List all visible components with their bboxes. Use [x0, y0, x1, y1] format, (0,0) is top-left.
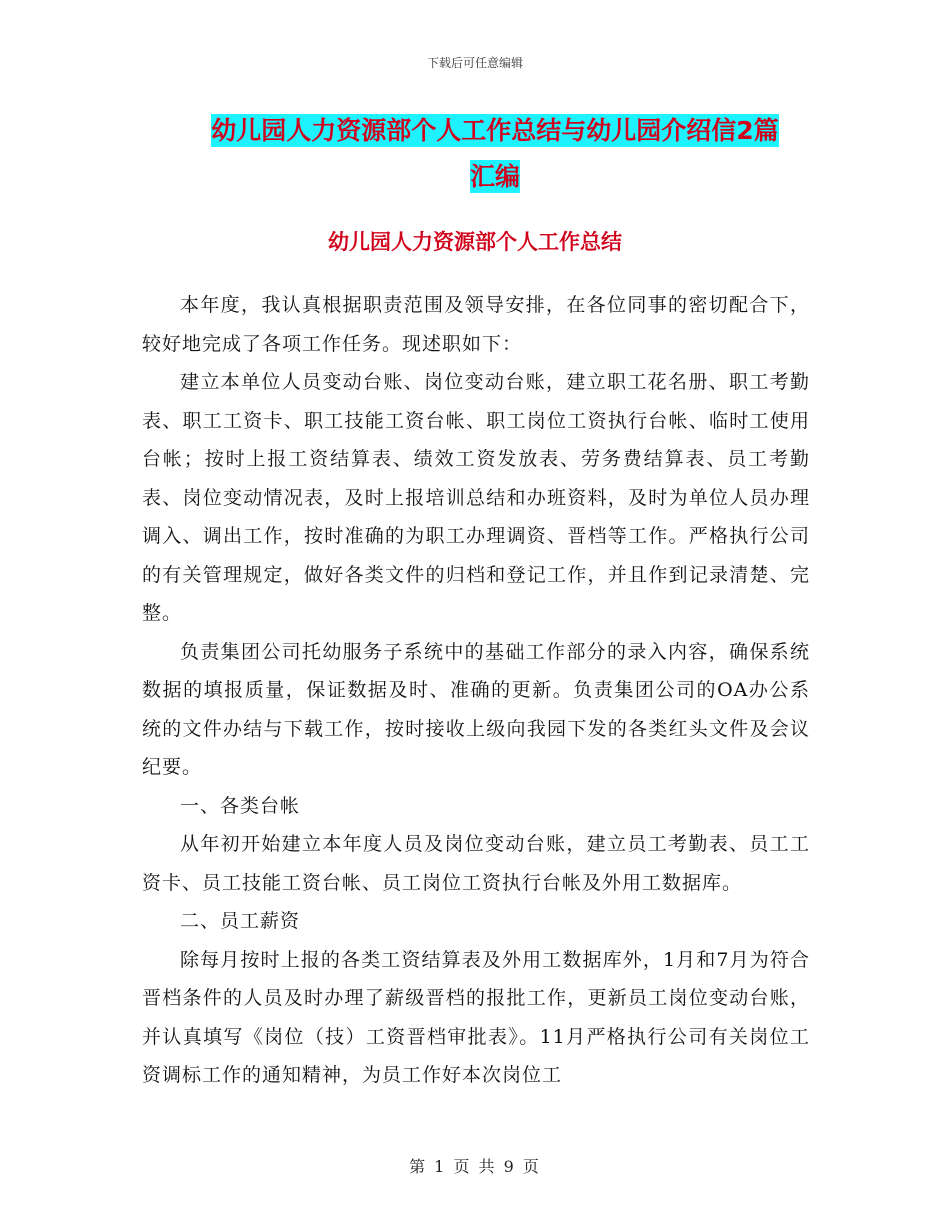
paragraph: 除每月按时上报的各类工资结算表及外用工数据库外，1月和7月为符合晋档条件的人员及时办理了薪级晋档的报批工作，更新员工岗位变动台账，并认真填写《岗位（技）工资晋档审批表》。11月严格执行公司有关岗位工资调标工作的通知精神，为员工作好本次岗位工 [142, 948, 810, 1086]
title-line-2: 汇编 [469, 162, 520, 191]
paragraph: 建立本单位人员变动台账、岗位变动台账，建立职工花名册、职工考勤表、职工工资卡、职工技能工资台帐、职工岗位工资执行台帐、临时工使用台帐；按时上报工资结算表、绩效工资发放表、劳务费结算表、员工考勤表、岗位变动情况表，及时上报培训总结和办班资料，及时为单位人员办理调入、调出工作，按时准确的为职工办理调资、晋档等工作。严格执行公司的有关管理规定，做好各类文件的归档和登记工作，并且作到记录清楚、完整。 [142, 371, 810, 624]
section-title: 幼儿园人力资源部个人工作总结 [328, 230, 622, 254]
subheading: 二、员工薪资 [180, 910, 301, 932]
subheading: 一、各类台帐 [180, 794, 301, 817]
body-text [142, 286, 810, 1095]
paragraph: 本年度，我认真根据职责范围及领导安排，在各位同事的密切配合下，较好地完成了各项工作任务。现述职如下： [142, 294, 810, 355]
page-footer: 第 1 页 共 9 页 [409, 1157, 541, 1176]
title-line-1: 幼儿园人力资源部个人工作总结与幼儿园介绍信2篇 [211, 116, 779, 145]
header-note: 下载后可任意编辑 [426, 56, 523, 70]
paragraph: 负责集团公司托幼服务子系统中的基础工作部分的录入内容，确保系统数据的填报质量，保证数据及时、准确的更新。负责集团公司的OA办公系统的文件办结与下载工作，按时接收上级向我园下发的各类红头文件及会议纪要。 [142, 640, 810, 778]
document-title [180, 108, 810, 200]
paragraph: 从年初开始建立本年度人员及岗位变动台账，建立员工考勤表、员工工资卡、员工技能工资台帐、员工岗位工资执行台帐及外用工数据库。 [142, 833, 810, 894]
